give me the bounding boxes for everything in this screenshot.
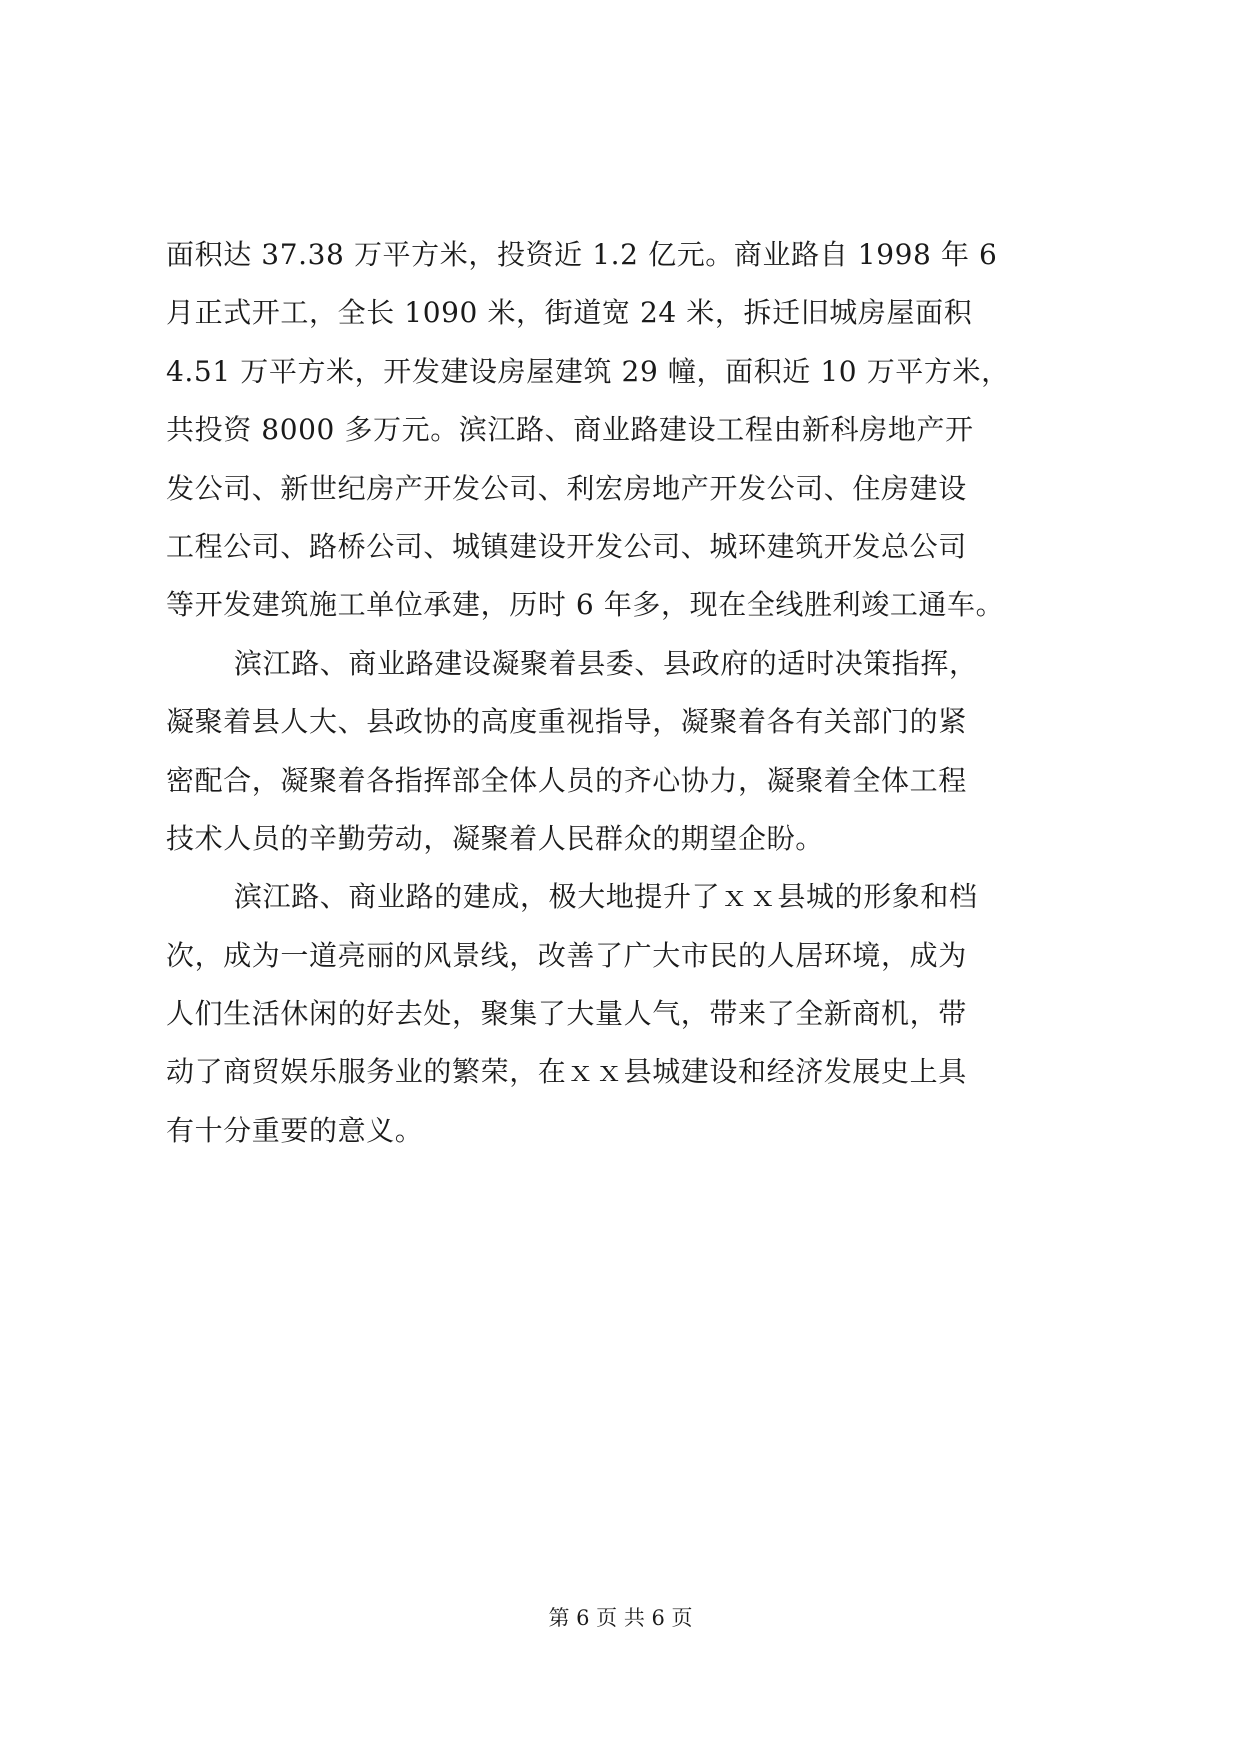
text-line: 次，成为一道亮丽的风景线，改善了广大市民的人居环境，成为 [166,938,967,972]
text-line: 动了商贸娱乐服务业的繁荣，在ｘｘ县城建设和经济发展史上具 [166,1055,967,1089]
text-line: 凝聚着县人大、县政协的高度重视指导，凝聚着各有关部门的紧 [166,705,967,739]
text-line: 工程公司、路桥公司、城镇建设开发公司、城环建筑开发总公司 [166,529,967,563]
text-line: 密配合，凝聚着各指挥部全体人员的齐心协力，凝聚着全体工程 [166,763,967,797]
text-line: 有十分重要的意义。 [166,1113,424,1147]
text-line: 共投资 8000 多万元。滨江路、商业路建设工程由新科房地产开 [166,413,974,447]
page-number-footer: 第 6 页 共 6 页 [548,1606,693,1630]
text-line: 等开发建筑施工单位承建，历时 6 年多，现在全线胜利竣工通车。 [166,588,1005,622]
body-text [166,226,1084,1160]
text-line: 4.51 万平方米，开发建设房屋建筑 29 幢，面积近 10 万平方米， [166,354,1010,388]
paragraph-first-line: 滨江路、商业路的建成，极大地提升了ｘｘ县城的形象和档 [234,880,978,914]
paragraph-first-line: 滨江路、商业路建设凝聚着县委、县政府的适时决策指挥， [234,646,978,680]
text-line: 面积达 37.38 万平方米，投资近 1.2 亿元。商业路自 1998 年 6 [166,238,998,271]
text-line: 技术人员的辛勤劳动，凝聚着人民群众的期望企盼。 [166,821,824,855]
text-line: 发公司、新世纪房产开发公司、利宏房地产开发公司、住房建设 [166,471,967,505]
text-line: 月正式开工，全长 1090 米，街道宽 24 米，拆迁旧城房屋面积 [166,296,973,330]
text-line: 人们生活休闲的好去处，聚集了大量人气，带来了全新商机，带 [166,997,967,1031]
